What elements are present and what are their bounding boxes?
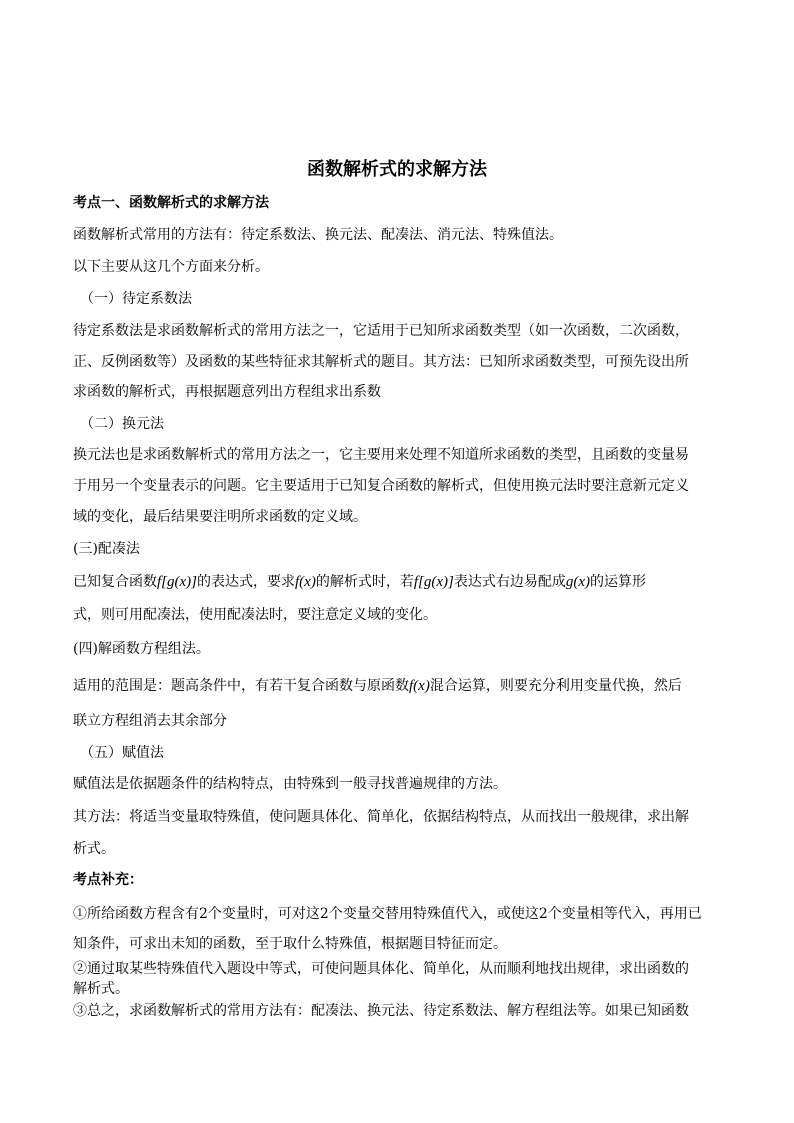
supplement-1-line-2: 知条件，可求出未知的函数，至于取什么特殊值，根据题目特征而定。: [73, 936, 507, 952]
method-4-text-b: 混合运算，则要充分利用变量代换，然后: [429, 678, 682, 694]
supplement-heading: 考点补充：: [73, 872, 143, 888]
method-4-heading: (四)解函数方程组法。: [73, 641, 210, 657]
formula-f-of-x-2: f(x): [409, 678, 430, 694]
intro-methods: 函数解析式常用的方法有：待定系数法、换元法、配凑法、消元法、特殊值法。: [73, 227, 563, 243]
method-3-line-1: [73, 571, 728, 593]
method-5-line-2: 其方法：将适当变量取特殊值，使问题具体化、简单化，依据结构特点，从而找出一般规律，求出解: [73, 809, 689, 825]
formula-f-of-g-of-x: f[g(x)]: [157, 574, 197, 590]
method-3-text-d: 表达式右边易配成: [453, 574, 566, 590]
method-5-heading: （五）赋值法: [80, 745, 164, 761]
method-3-text-c: 的解析式时，若: [315, 574, 414, 590]
formula-f-of-g-of-x-2: f[g(x)]: [413, 574, 454, 590]
supplement-2-line-1: ②通过取某些特殊值代入题设中等式，可使问题具体化、简单化，从而顺利地找出规律，求出函数的: [73, 961, 689, 977]
method-1-line-1: 待定系数法是求函数解析式的常用方法之一，它适用于已知所求函数类型（如一次函数，二次函数，: [73, 323, 689, 339]
supplement-3-line-1: ③总之，求函数解析式的常用方法有：配凑法、换元法、待定系数法、解方程组法等。如果已知函数: [73, 1003, 689, 1019]
method-4-text-a: 适用的范围是：题高条件中，有若干复合函数与原函数: [73, 678, 409, 694]
formula-g-of-x: g(x): [565, 574, 590, 590]
method-3-text-e: 的运算形: [589, 574, 646, 590]
intro-analysis: 以下主要从这几个方面来分析。: [73, 259, 269, 275]
method-4-line-1: [73, 675, 728, 697]
method-5-line-3: 析式。: [73, 841, 115, 857]
supplement-1-line-1: ①所给函数方程含有2个变量时，可对这2个变量交替用特殊值代入，或使这2个变量相等代入，再用已: [73, 906, 702, 922]
formula-f-of-x: f(x): [295, 574, 316, 590]
method-5-line-1: 赋值法是依据题条件的结构特点，由特殊到一般寻找普遍规律的方法。: [73, 776, 507, 792]
section-heading-1: 考点一、函数解析式的求解方法: [73, 195, 269, 211]
method-3-line-2: 式，则可用配凑法，使用配凑法时，要注意定义域的变化。: [73, 607, 437, 623]
method-2-line-1: 换元法也是求函数解析式的常用方法之一，它主要用来处理不知道所求函数的类型，且函数的变量易: [73, 447, 689, 463]
supplement-2-line-2: 解析式。: [73, 981, 129, 997]
method-3-text-b: 的表达式，要求: [197, 574, 295, 590]
page-title: 函数解析式的求解方法: [307, 159, 487, 180]
method-1-line-3: 求函数的解析式，再根据题意列出方程组求出系数: [73, 384, 381, 400]
method-1-line-2: 正、反例函数等）及函数的某些特征求其解析式的题目。其方法：已知所求函数类型，可预先设出所: [73, 354, 689, 370]
method-1-heading: （一）待定系数法: [80, 291, 192, 307]
method-4-line-2: 联立方程组消去其余部分: [73, 713, 227, 729]
method-3-text-a: 已知复合函数: [73, 574, 157, 590]
method-2-heading: （二）换元法: [80, 416, 164, 432]
method-3-heading: (三)配凑法: [73, 541, 140, 557]
method-2-line-3: 域的变化，最后结果要注明所求函数的定义域。: [73, 509, 367, 525]
method-2-line-2: 于用另一个变量表示的问题。它主要适用于已知复合函数的解析式，但使用换元法时要注意新元定义: [73, 478, 689, 494]
